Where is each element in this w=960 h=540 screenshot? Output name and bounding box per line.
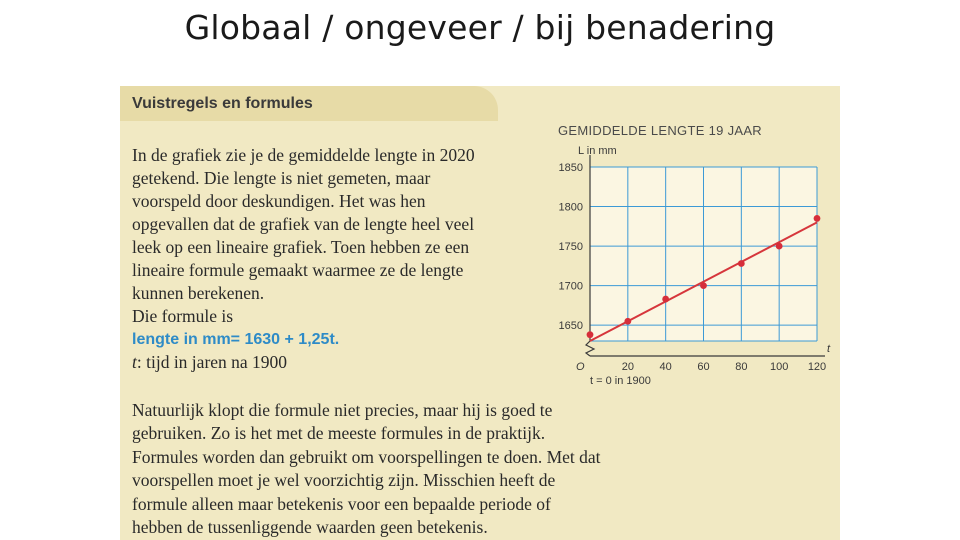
text-line: lineaire formule gemaakt waarmee ze de lengte (132, 260, 464, 280)
data-point (776, 243, 783, 250)
text-line: voorspellen moet je wel voorzichtig zijn. Misschien heeft de (132, 470, 556, 491)
x-tick-label: 80 (735, 361, 748, 373)
box-heading: Vuistregels en formules (132, 95, 313, 112)
axis-break-icon (586, 341, 594, 356)
data-point (814, 215, 821, 222)
text-line: opgevallen dat de grafiek van de lengte heel veel (132, 214, 475, 234)
y-tick-label: 1650 (558, 320, 583, 333)
text-line: gebruiken. Zo is het met de meeste formules in de praktijk. (132, 423, 546, 444)
text-line: In de grafiek zie je de gemiddelde lengte in 2020 (132, 145, 475, 165)
paragraph-conclusion (132, 399, 692, 539)
data-point (662, 296, 669, 303)
y-axis-label: L in mm (578, 145, 617, 157)
x-tick-label: 40 (659, 361, 672, 373)
variable-description: : tijd in jaren na 1900 (136, 352, 288, 372)
y-tick-label: 1850 (558, 162, 583, 174)
text-line: getekend. Die lengte is niet gemeten, maar (132, 168, 431, 188)
text-line: hebben de tussenliggende waarden geen betekenis. (132, 517, 488, 538)
textbook-box (120, 86, 840, 540)
text-line: leek op een lineaire grafiek. Toen hebben ze een (132, 237, 470, 257)
length-chart (538, 142, 838, 402)
text-line: formule alleen maar betekenis voor een bepaalde periode of (132, 493, 551, 514)
text-line: kunnen berekenen. (132, 283, 265, 303)
variable-symbol: t (132, 352, 137, 372)
x-tick-label: 100 (769, 361, 789, 373)
x-tick-label: 120 (807, 361, 827, 373)
y-tick-label: 1750 (558, 241, 583, 254)
text-line: Natuurlijk klopt die formule niet precies, maar hij is goed te (132, 400, 553, 420)
data-point (738, 260, 745, 267)
variable-definition (132, 351, 532, 374)
paragraph-intro (132, 144, 532, 374)
origin-label: O (576, 361, 585, 373)
data-point (587, 331, 594, 338)
chart-title: GEMIDDELDE LENGTE 19 JAAR (558, 123, 762, 138)
text-line: voorspeld door deskundigen. Het was hen (132, 191, 426, 211)
data-point (624, 318, 631, 325)
text-line: Formules worden dan gebruikt om voorspellingen te doen. Met dat (132, 446, 601, 467)
x-tick-label: 60 (697, 361, 710, 373)
formula: lengte in mm= 1630 + 1,25t. (132, 331, 340, 348)
x-tick-label: 20 (621, 361, 634, 373)
data-point (700, 282, 707, 289)
text-line: Die formule is (132, 306, 234, 326)
x-axis-note: t = 0 in 1900 (590, 375, 651, 387)
box-heading-tab (120, 86, 498, 121)
y-tick-label: 1700 (558, 280, 583, 293)
slide-title: Globaal / ongeveer / bij benadering (184, 8, 776, 47)
x-axis-label: t (827, 343, 831, 355)
y-tick-label: 1800 (558, 201, 583, 214)
